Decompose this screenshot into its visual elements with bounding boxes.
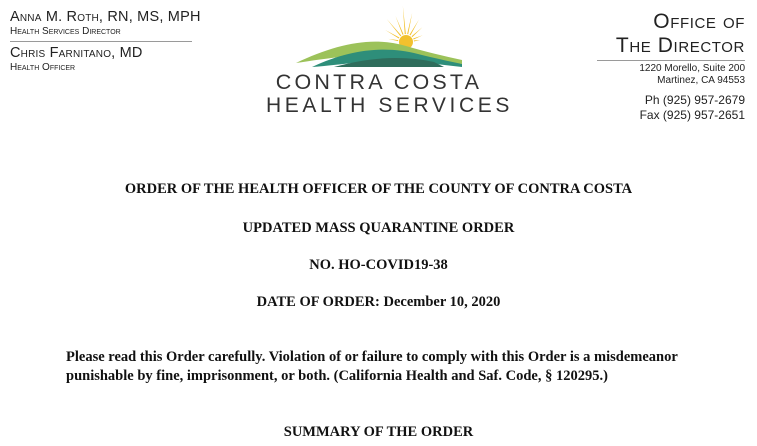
violation-notice: Please read this Order carefully. Violation of or failure to comply with this Order is a misdemeanor punishable by fine, imprisonment, or both. (California Health and Saf. Code, § 120295.) [66,349,678,384]
officer-title: Health Officer [10,62,76,73]
phone-number: Ph (925) 957-2679 [644,93,745,107]
sun-over-hills-icon [294,6,464,68]
divider [10,41,192,42]
logo-text-health-services: HEALTH SERVICES [266,94,513,117]
order-subheading: UPDATED MASS QUARANTINE ORDER [242,220,515,236]
fax-number: Fax (925) 957-2651 [639,108,745,122]
director-name: Anna M. Roth, RN, MS, MPH [10,9,201,25]
contra-costa-health-logo [266,6,513,117]
officer-name: Chris Farnitano, MD [10,45,143,61]
divider [597,60,745,61]
director-title: Health Services Director [10,26,121,37]
office-title-line1: Office of [653,10,745,33]
address-line2: Martinez, CA 94553 [657,75,745,86]
letterhead-right [545,10,745,123]
section-title: SUMMARY OF THE ORDER [283,424,474,440]
address-line1: 1220 Morello, Suite 200 [639,63,745,74]
logo-text-contra-costa: CONTRA COSTA [275,70,483,94]
order-number: NO. HO-COVID19-38 [309,257,448,273]
letterhead-left [10,8,210,74]
office-title-line2: The Director [615,34,745,57]
order-heading: ORDER OF THE HEALTH OFFICER OF THE COUNTY OF CONTRA COSTA [124,181,633,197]
order-date: DATE OF ORDER: December 10, 2020 [256,294,501,310]
